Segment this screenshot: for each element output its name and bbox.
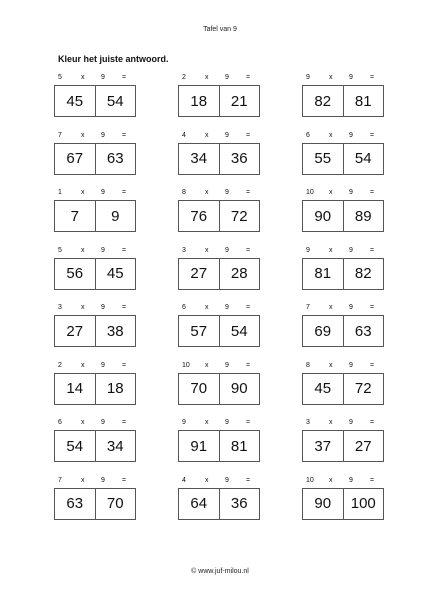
answer-choice-right[interactable]: 27 [343, 431, 384, 461]
footer-credit: © www.juf-milou.nl [191, 568, 249, 575]
problem-card [178, 132, 264, 180]
equation-multiplier: 9 [225, 246, 229, 254]
equation-multiplier: 9 [349, 189, 353, 196]
equation [178, 189, 264, 199]
equals-sign: = [370, 476, 375, 484]
times-sign: x [81, 74, 85, 81]
equation-factor: 2 [58, 361, 62, 369]
problem-card [54, 362, 140, 410]
equation-factor: 3 [58, 304, 62, 311]
equation [178, 419, 264, 429]
equation-multiplier: 9 [225, 361, 229, 369]
equation-factor: 8 [182, 189, 186, 196]
problem-card [302, 362, 388, 410]
equals-sign: = [122, 131, 127, 139]
times-sign: x [81, 246, 85, 254]
times-sign: x [81, 304, 85, 311]
equation-multiplier: 9 [225, 304, 229, 311]
equation [178, 247, 264, 257]
equals-sign: = [370, 131, 375, 139]
equation-multiplier: 9 [349, 131, 353, 139]
answer-choice-left[interactable]: 76 [190, 207, 208, 225]
answer-choice-right[interactable]: 81 [219, 431, 260, 461]
answer-choice-left[interactable]: 56 [66, 265, 84, 282]
equals-sign: = [122, 74, 127, 81]
equation [178, 304, 264, 314]
equation [302, 247, 388, 257]
problem-card [302, 419, 388, 467]
equals-sign: = [246, 246, 251, 254]
answer-choice-left[interactable]: 14 [66, 380, 84, 397]
answer-choice-left[interactable]: 45 [314, 380, 332, 397]
answer-choice-right[interactable]: 70 [95, 489, 136, 519]
times-sign: x [329, 476, 333, 484]
equation [54, 419, 140, 429]
answer-choice-left[interactable]: 81 [314, 265, 332, 282]
problem-card [54, 132, 140, 180]
answer-choice-right[interactable]: 89 [343, 201, 384, 231]
answer-choice-left[interactable]: 45 [66, 92, 84, 110]
problem-card [178, 304, 264, 352]
answer-choices [302, 258, 384, 290]
answer-choice-left[interactable]: 54 [66, 437, 84, 455]
equation [178, 477, 264, 487]
equals-sign: = [122, 361, 127, 369]
times-sign: x [81, 419, 85, 426]
equation-factor: 9 [182, 419, 186, 426]
equation-factor: 2 [182, 74, 186, 81]
answer-choices [302, 430, 384, 462]
equation-multiplier: 9 [349, 361, 353, 369]
answer-choices [178, 258, 260, 290]
equation-multiplier: 9 [225, 189, 229, 196]
times-sign: x [81, 361, 85, 369]
equation-factor: 4 [182, 476, 186, 484]
equals-sign: = [246, 419, 251, 426]
equation [302, 362, 388, 372]
problem-card [178, 247, 264, 295]
equation-factor: 4 [182, 131, 186, 139]
equation [54, 247, 140, 257]
equals-sign: = [246, 189, 251, 196]
times-sign: x [205, 419, 209, 426]
problem-card [54, 247, 140, 295]
answer-choice-right[interactable]: 54 [343, 144, 384, 174]
times-sign: x [329, 131, 333, 139]
equation [54, 362, 140, 372]
equals-sign: = [370, 419, 375, 426]
equals-sign: = [370, 361, 375, 369]
answer-choice-right[interactable]: 63 [343, 316, 384, 346]
equation-factor: 10 [182, 361, 190, 369]
equals-sign: = [246, 361, 251, 369]
problem-card [302, 132, 388, 180]
times-sign: x [329, 189, 333, 196]
problem-card [302, 74, 388, 122]
problem-card [178, 74, 264, 122]
answer-choice-left[interactable]: 27 [190, 265, 208, 282]
times-sign: x [205, 246, 209, 254]
problem-card [302, 189, 388, 237]
answer-choices [178, 430, 260, 462]
problem-card [302, 304, 388, 352]
answer-choices [178, 373, 260, 405]
equation-factor: 8 [306, 361, 310, 369]
answer-choice-left[interactable]: 91 [190, 437, 208, 455]
equation-multiplier: 9 [101, 74, 105, 81]
equation [54, 477, 140, 487]
answer-choices [302, 315, 384, 347]
equation-factor: 1 [58, 189, 62, 196]
equation-multiplier: 9 [349, 419, 353, 426]
answer-choice-right[interactable]: 63 [95, 144, 136, 174]
equation-factor: 3 [182, 246, 186, 254]
equation-multiplier: 9 [101, 189, 105, 196]
answer-choice-left[interactable]: 90 [314, 495, 332, 512]
times-sign: x [205, 74, 209, 81]
answer-choice-right[interactable]: 54 [219, 316, 260, 346]
answer-choices [302, 488, 384, 520]
times-sign: x [205, 361, 209, 369]
equals-sign: = [246, 131, 251, 139]
equation-factor: 7 [58, 131, 62, 139]
equation-factor: 9 [306, 246, 310, 254]
times-sign: x [329, 361, 333, 369]
answer-choice-left[interactable]: 37 [314, 437, 332, 455]
answer-choices [302, 143, 384, 175]
answer-choices [54, 143, 136, 175]
equals-sign: = [370, 189, 375, 196]
equation-factor: 9 [306, 74, 310, 81]
problem-card [178, 419, 264, 467]
equation-multiplier: 9 [101, 476, 105, 484]
equation [178, 74, 264, 84]
equation-multiplier: 9 [349, 246, 353, 254]
answer-choice-right[interactable]: 81 [343, 86, 384, 116]
equation-multiplier: 9 [225, 419, 229, 426]
equation [302, 477, 388, 487]
equation-factor: 5 [58, 74, 62, 81]
answer-choices [178, 143, 260, 175]
answer-choice-right[interactable]: 45 [95, 259, 136, 289]
equation-factor: 7 [58, 476, 62, 484]
equation-factor: 5 [58, 246, 62, 254]
equation-multiplier: 9 [225, 131, 229, 139]
equation-factor: 6 [182, 304, 186, 311]
answer-choice-right[interactable]: 21 [219, 86, 260, 116]
answer-choice-left[interactable]: 7 [70, 207, 79, 225]
answer-choices [54, 200, 136, 232]
equals-sign: = [122, 419, 127, 426]
answer-choice-left[interactable]: 55 [314, 150, 332, 167]
times-sign: x [205, 131, 209, 139]
times-sign: x [81, 189, 85, 196]
problem-card [178, 362, 264, 410]
equation [302, 132, 388, 142]
answer-choices [54, 488, 136, 520]
answer-choice-left[interactable]: 67 [66, 150, 84, 167]
equation [54, 304, 140, 314]
equation-multiplier: 9 [101, 246, 105, 254]
answer-choices [54, 315, 136, 347]
problem-card [178, 477, 264, 525]
equals-sign: = [246, 74, 251, 81]
equation-multiplier: 9 [101, 419, 105, 426]
answer-choices [54, 258, 136, 290]
answer-choices [178, 85, 260, 117]
times-sign: x [205, 189, 209, 196]
equation [302, 189, 388, 199]
answer-choice-left[interactable]: 63 [66, 495, 84, 512]
instruction: Kleur het juiste antwoord. [58, 54, 169, 64]
times-sign: x [329, 74, 333, 81]
problem-card [54, 419, 140, 467]
answer-choice-right[interactable]: 36 [219, 489, 260, 519]
problem-card [54, 74, 140, 122]
equation-multiplier: 9 [225, 74, 229, 81]
answer-choice-right[interactable]: 90 [219, 374, 260, 404]
equation [178, 362, 264, 372]
times-sign: x [329, 419, 333, 426]
answer-choice-right[interactable]: 28 [219, 259, 260, 289]
answer-choice-left[interactable]: 90 [314, 207, 332, 225]
problem-card [54, 304, 140, 352]
times-sign: x [329, 304, 333, 311]
equation-factor: 6 [306, 131, 310, 139]
equation-multiplier: 9 [349, 476, 353, 484]
equation-factor: 3 [306, 419, 310, 426]
equation-multiplier: 9 [349, 304, 353, 311]
equation [302, 419, 388, 429]
answer-choice-left[interactable]: 70 [190, 380, 208, 397]
equation [54, 132, 140, 142]
equation-multiplier: 9 [349, 74, 353, 81]
answer-choices [54, 430, 136, 462]
equation-multiplier: 9 [101, 361, 105, 369]
problem-card [54, 189, 140, 237]
answer-choice-left[interactable]: 69 [314, 322, 332, 340]
times-sign: x [205, 476, 209, 484]
equation-factor: 10 [306, 189, 314, 196]
answer-choice-left[interactable]: 27 [66, 322, 84, 340]
answer-choices [302, 85, 384, 117]
page-title: Tafel van 9 [203, 26, 237, 33]
equation [302, 304, 388, 314]
answer-choice-right[interactable]: 9 [95, 201, 136, 231]
equation [178, 132, 264, 142]
equation-factor: 7 [306, 304, 310, 311]
answer-choice-left[interactable]: 82 [314, 92, 332, 110]
answer-choice-right[interactable]: 100 [343, 489, 384, 519]
equals-sign: = [122, 189, 127, 196]
answer-choice-right[interactable]: 36 [219, 144, 260, 174]
times-sign: x [329, 246, 333, 254]
problem-card [54, 477, 140, 525]
equation-multiplier: 9 [101, 304, 105, 311]
equals-sign: = [122, 246, 127, 254]
times-sign: x [81, 476, 85, 484]
problem-card [302, 477, 388, 525]
equals-sign: = [246, 304, 251, 311]
equals-sign: = [122, 304, 127, 311]
equation [54, 74, 140, 84]
answer-choices [54, 85, 136, 117]
times-sign: x [81, 131, 85, 139]
problem-card [302, 247, 388, 295]
equation-multiplier: 9 [225, 476, 229, 484]
answer-choice-left[interactable]: 57 [190, 322, 208, 340]
problem-card [178, 189, 264, 237]
equals-sign: = [122, 476, 127, 484]
answer-choice-right[interactable]: 54 [95, 86, 136, 116]
answer-choice-right[interactable]: 82 [343, 259, 384, 289]
equals-sign: = [370, 246, 375, 254]
answer-choice-right[interactable]: 72 [219, 201, 260, 231]
answer-choices [302, 200, 384, 232]
answer-choice-left[interactable]: 18 [190, 92, 208, 110]
answer-choices [302, 373, 384, 405]
answer-choices [54, 373, 136, 405]
answer-choice-right[interactable]: 18 [95, 374, 136, 404]
equation-multiplier: 9 [101, 131, 105, 139]
equation-factor: 6 [58, 419, 62, 426]
answer-choice-right[interactable]: 38 [95, 316, 136, 346]
equals-sign: = [370, 74, 375, 81]
answer-choices [178, 315, 260, 347]
equation [54, 189, 140, 199]
answer-choices [178, 488, 260, 520]
equation-factor: 10 [306, 476, 314, 484]
answer-choices [178, 200, 260, 232]
answer-choice-left[interactable]: 64 [190, 495, 208, 512]
answer-choice-right[interactable]: 72 [343, 374, 384, 404]
equals-sign: = [246, 476, 251, 484]
answer-choice-right[interactable]: 34 [95, 431, 136, 461]
equation [302, 74, 388, 84]
times-sign: x [205, 304, 209, 311]
equals-sign: = [370, 304, 375, 311]
answer-choice-left[interactable]: 34 [190, 150, 208, 167]
